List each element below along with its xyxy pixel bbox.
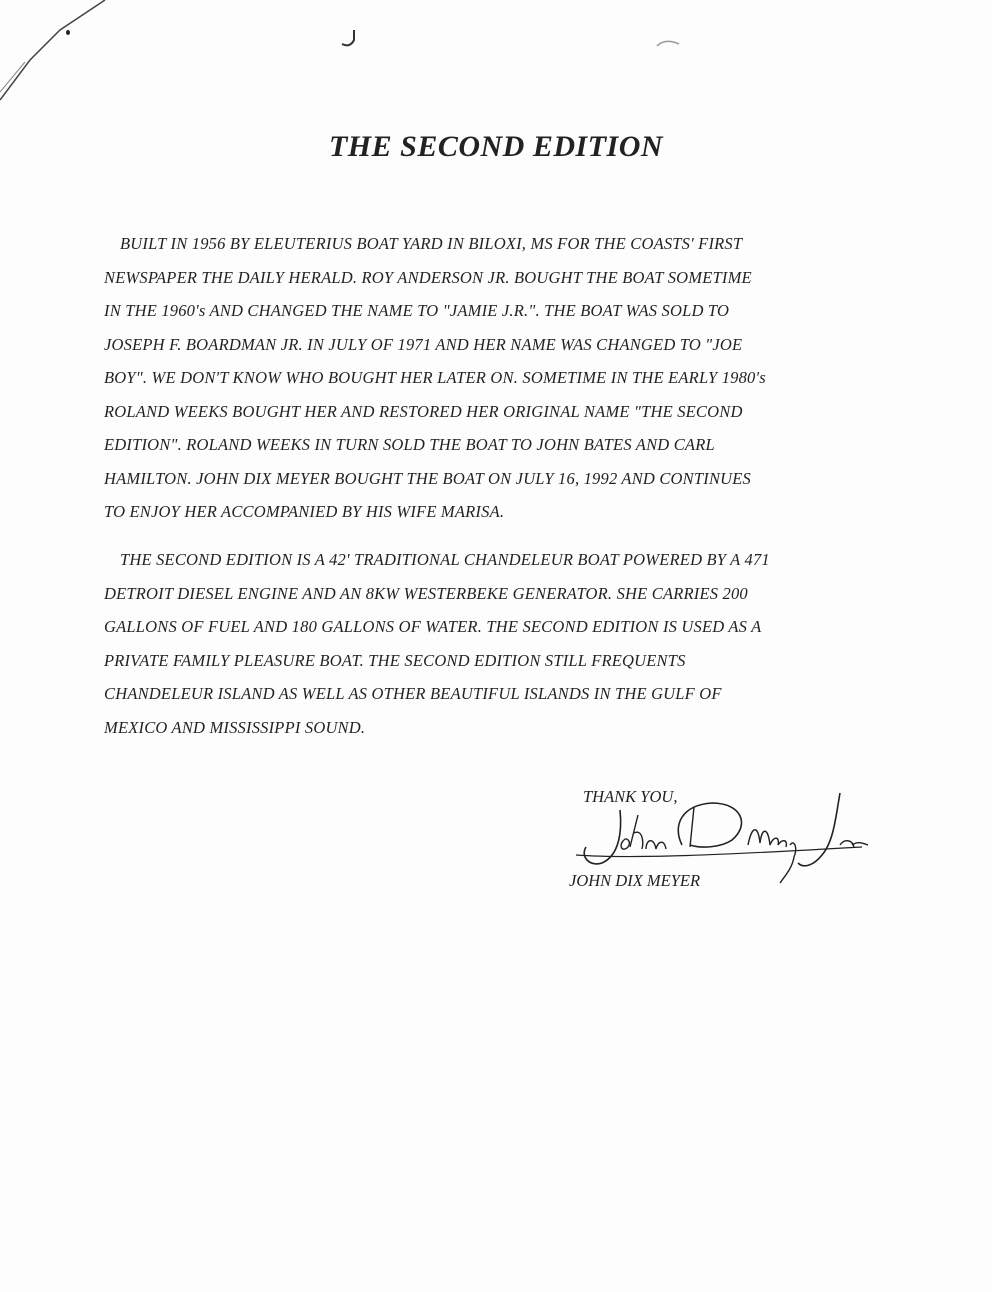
signer-name: JOHN DIX MEYER <box>569 871 701 890</box>
text-line: IN THE 1960's AND CHANGED THE NAME TO "JAMIE J.R.". THE BOAT WAS SOLD TO <box>104 301 730 320</box>
text-line: TO ENJOY HER ACCOMPANIED BY HIS WIFE MARISA. <box>104 502 505 521</box>
text-line: NEWSPAPER THE DAILY HERALD. ROY ANDERSON JR. BOUGHT THE BOAT SOMETIME <box>104 267 752 287</box>
text-line: PRIVATE FAMILY PLEASURE BOAT. THE SECOND EDITION STILL FREQUENTS <box>104 650 686 670</box>
text-line: GALLONS OF FUEL AND 180 GALLONS OF WATER. THE SECOND EDITION IS USED AS A <box>104 617 762 636</box>
history-paragraph <box>104 227 894 529</box>
scan-mark <box>655 36 683 52</box>
closing-text: THANK YOU, <box>583 787 678 806</box>
text-line: DETROIT DIESEL ENGINE AND AN 8KW WESTERBEKE GENERATOR. SHE CARRIES 200 <box>104 583 748 603</box>
text-line: ROLAND WEEKS BOUGHT HER AND RESTORED HER ORIGINAL NAME "THE SECOND <box>104 401 743 421</box>
scan-speck <box>66 30 70 35</box>
text-line: EDITION". ROLAND WEEKS IN TURN SOLD THE BOAT TO JOHN BATES AND CARL <box>104 435 715 454</box>
description-paragraph <box>104 543 894 744</box>
scan-edge-mark <box>0 0 110 110</box>
text-line: BOY". WE DON'T KNOW WHO BOUGHT HER LATER ON. SOMETIME IN THE EARLY 1980's <box>104 368 766 387</box>
text-line: HAMILTON. JOHN DIX MEYER BOUGHT THE BOAT ON JULY 16, 1992 AND CONTINUES <box>104 468 752 488</box>
text-line: THE SECOND EDITION IS A 42' TRADITIONAL CHANDELEUR BOAT POWERED BY A 471 <box>120 550 770 569</box>
text-line: JOSEPH F. BOARDMAN JR. IN JULY OF 1971 AND HER NAME WAS CHANGED TO "JOE <box>104 334 743 354</box>
text-line: CHANDELEUR ISLAND AS WELL AS OTHER BEAUTIFUL ISLANDS IN THE GULF OF <box>104 684 722 703</box>
page-title: THE SECOND EDITION <box>328 130 664 163</box>
text-line: MEXICO AND MISSISSIPPI SOUND. <box>104 717 366 737</box>
scan-mark <box>338 28 362 50</box>
text-line: BUILT IN 1956 BY ELEUTERIUS BOAT YARD IN BILOXI, MS FOR THE COASTS' FIRST <box>120 234 743 253</box>
